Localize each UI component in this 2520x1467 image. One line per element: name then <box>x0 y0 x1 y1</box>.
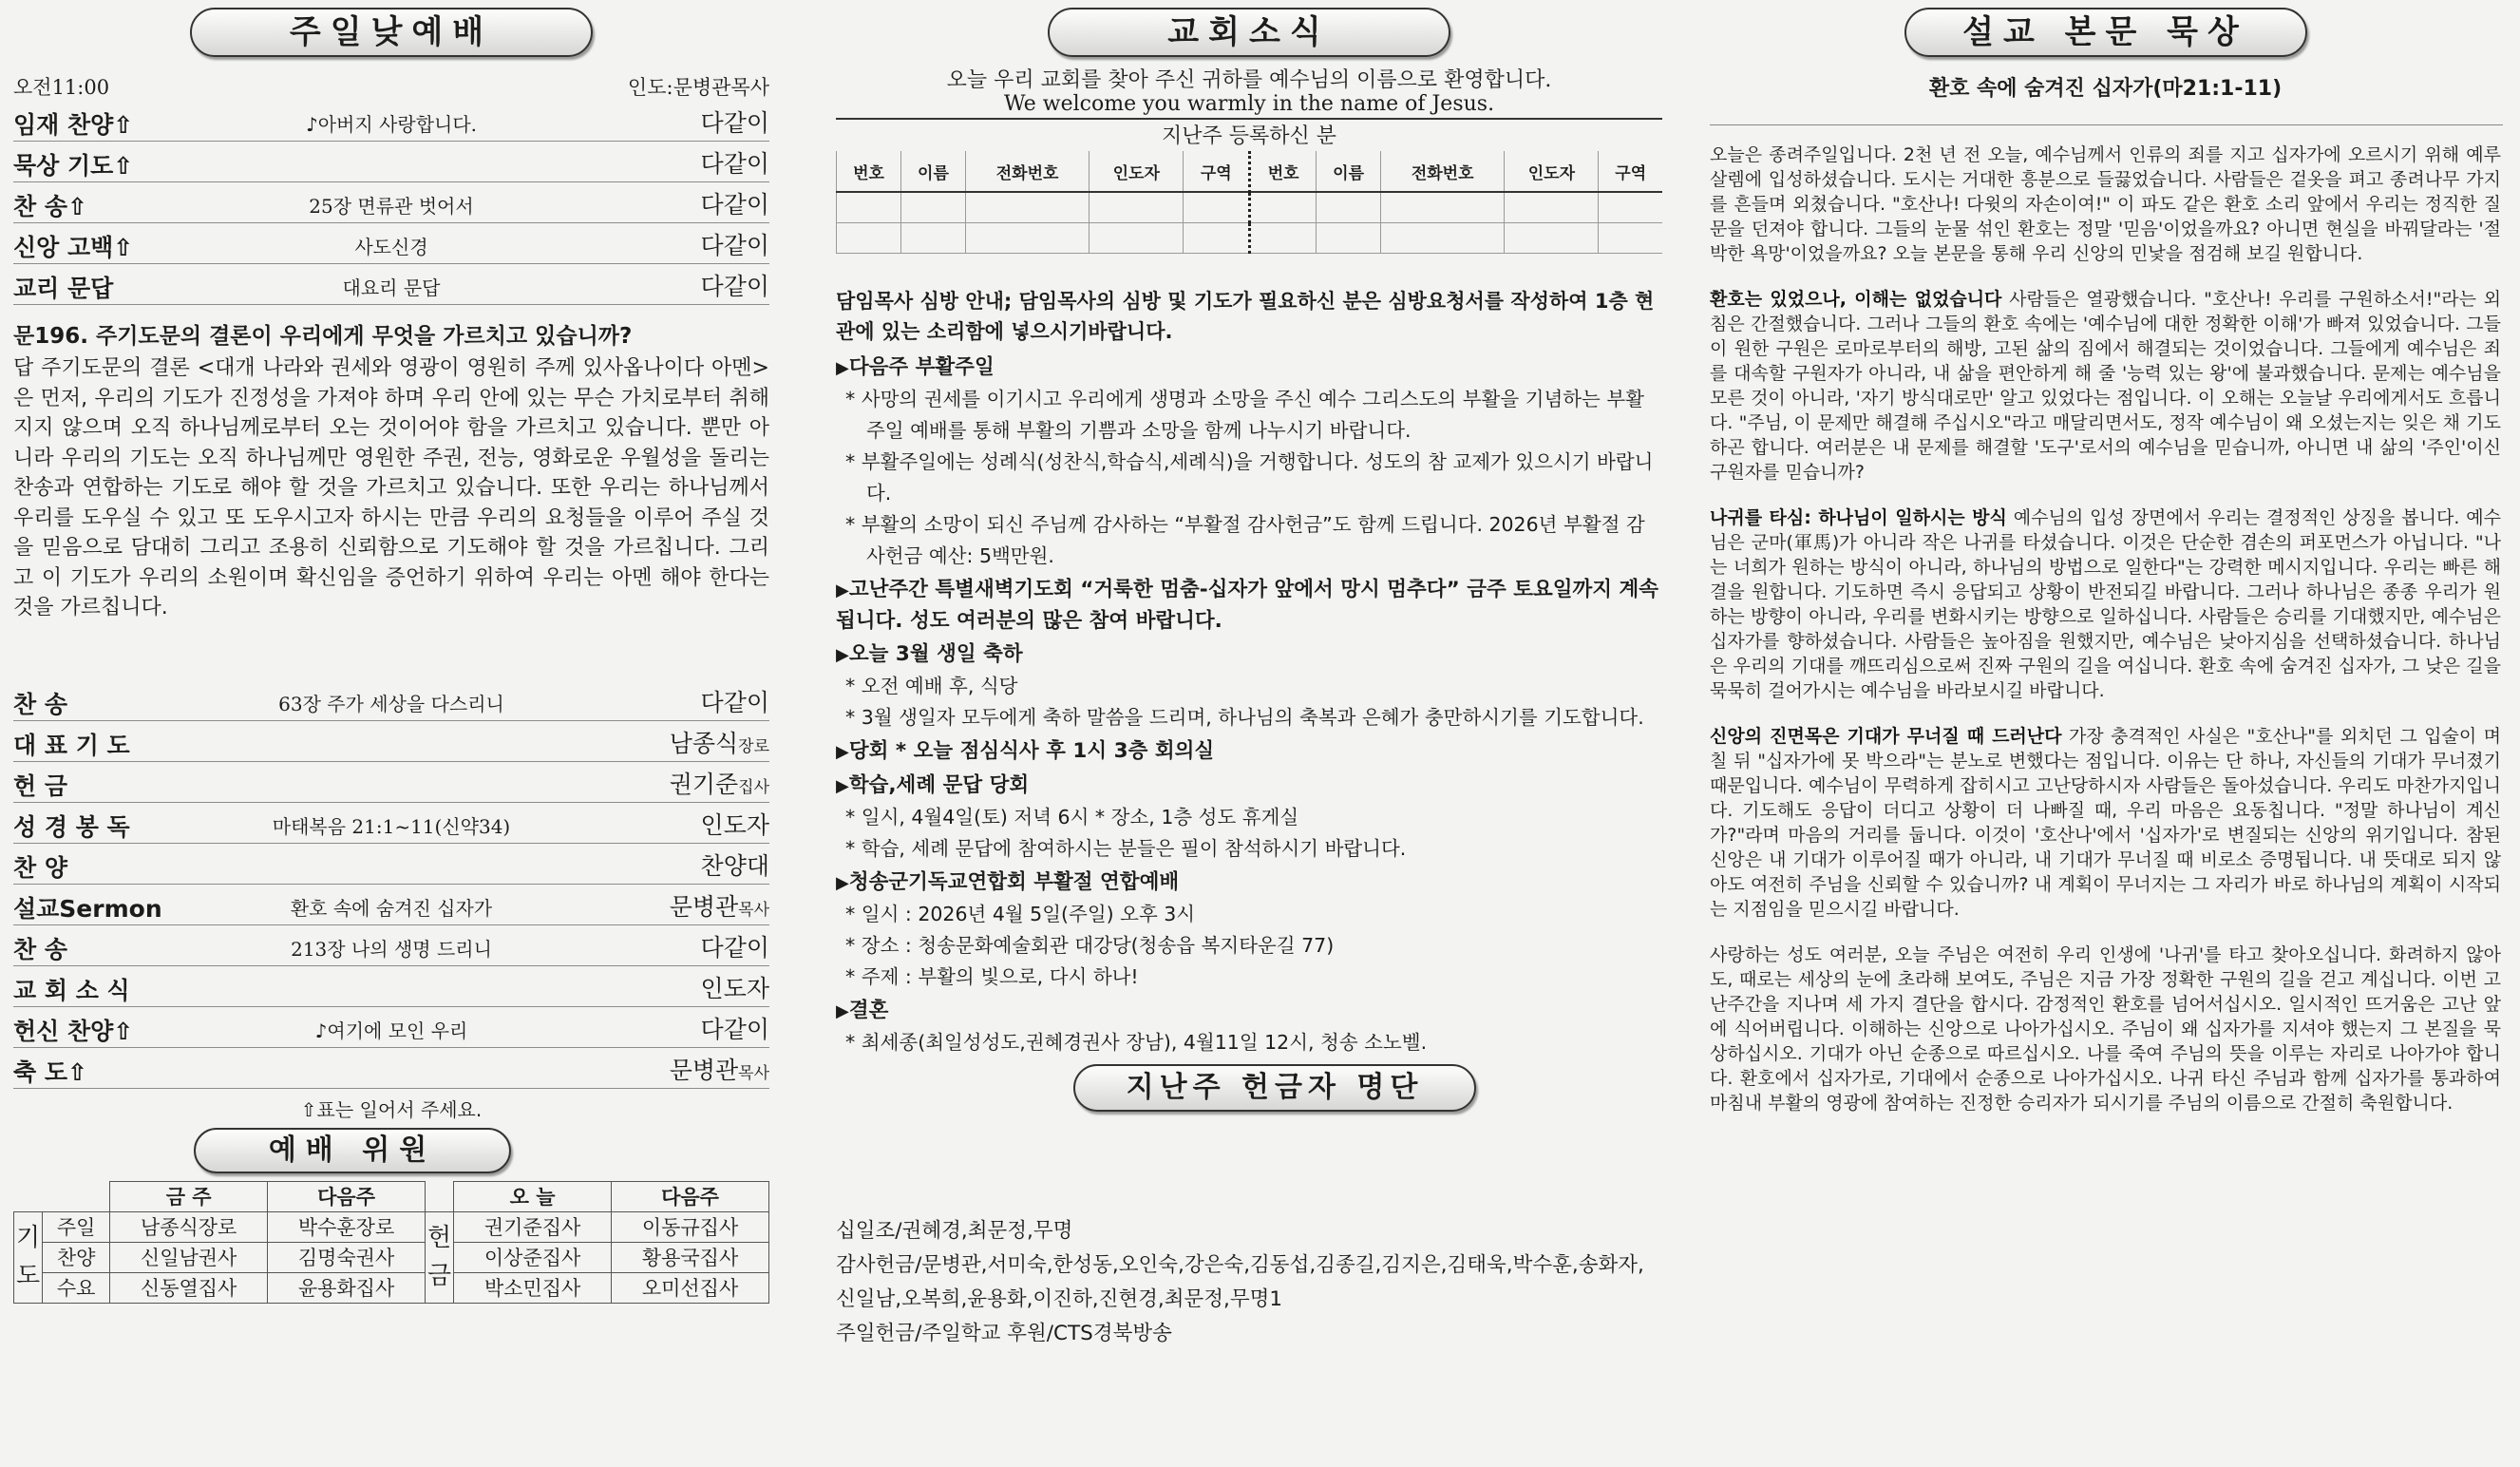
meditation-paragraph: 사랑하는 성도 여러분, 오늘 주님은 여전히 우리 인생에 '나귀'를 타고 찾아오십니다. 화려하지 않아도, 때로는 세상의 눈에 초라해 보여도, 주님은 지금 가장 정확한 구원의 길을 걷고 계십니다. 이번 고난주간을 지나며 세 가지 결단을 합시다. 감정적인 환호를 넘어서십시오. 일시적인 뜨거움은 고난 앞에 식어버립니다. 이해하는 신앙으로 나아가십시오. 주님이 왜 십자가를 지셔야 했는지 그 본질을 묵상하십시오. 기대가 아닌 순종으로 따르십시오. 나를 죽여 주님의 뜻을 이루는 자리로 나아가야 합니다. 환호에서 십자가로, 기대에서 순종으로 나아가십시오. 나귀 타신 주님과 함께 십자가를 통과하여 마침내 부활의 영광에 참여하는 진정한 승리자가 되시기를 주님의 이름으로 간절히 축원합니다. <box>1710 944 2501 1114</box>
registration-title: 지난주 등록하신 분 <box>836 118 1662 149</box>
order-detail: 사도신경 <box>354 236 428 258</box>
order-label: 헌신 찬양⇧ <box>13 1017 134 1045</box>
duty-header: 금 주 <box>110 1181 268 1211</box>
meditation-title: 설교 본문 묵상 <box>1904 8 2307 57</box>
order-person: 다같이 <box>700 150 769 178</box>
duty-cell: 황용국집사 <box>612 1242 769 1272</box>
catechism-answer: 답 주기도문의 결론 <대개 나라와 권세와 영광이 영원히 주께 있사옵나이다 아멘>은 먼저, 우리의 기도가 진정성을 가져야 하며 우리 안에 있는 무슨 가치로부터 취해지지 않으며 오직 하나님께로부터 오는 것이어야 함을 가르치고 있습니다. 뿐만 아니라 우리의 기도는 오직 하나님께만 영원한 주권, 전능, 영화로운 우월성을 돌리는 찬송과 연합하는 기도로 해야 할 것을 가르치고 있습니다. 또한 우리는 하나님께서 우리를 도우실 수 있고 또 도우시고자 하시는 만큼 우리의 요청들을 이루어 주실 것을 믿음으로 담대히 그리고 조용히 신뢰함으로 기도해야 할 것을 가르칩니다. 그리고 이 기도가 우리의 소원이며 확신임을 증언하기 위하여 우리는 아멘 해야 한다는 것을 가르칩니다. <box>13 356 769 619</box>
reg-header: 번호 <box>837 151 901 192</box>
order-detail: 환호 속에 숨겨진 십자가 <box>290 896 493 920</box>
duty-header: 오 늘 <box>454 1181 612 1211</box>
order-label: 대 표 기 도 <box>13 731 130 759</box>
pastoral-visit-notice: 담임목사 심방 안내; 담임목사의 심방 및 기도가 필요하신 분은 심방요청서를 작성하여 1층 현관에 있는 소리함에 넣으시기바랍니다. <box>836 290 1655 343</box>
order-detail: 25장 면류관 벗어서 <box>309 195 474 218</box>
order-person: 문병관목사 <box>669 1056 769 1084</box>
reg-header: 구역 <box>1184 151 1250 192</box>
order-detail <box>156 798 627 802</box>
duty-table <box>13 1181 769 1304</box>
news-item-head: ▶ 오늘 3월 생일 축하 <box>836 639 1662 671</box>
worship-order-column <box>0 0 788 1467</box>
greeting-korean: 오늘 우리 교회를 찾아 주신 귀하를 예수님의 이름으로 환영합니다. <box>946 68 1552 92</box>
news-item-detail: * 부활주일에는 성례식(성찬식,학습식,세례식)을 거행합니다. 성도의 참 교제가 있으시기 바랍니다. <box>836 447 1662 509</box>
news-item-detail: * 최세종(최일성성도,권혜경권사 장남), 4월11일 12시, 청송 소노벨. <box>836 1027 1662 1058</box>
news-item-detail: * 장소 : 청송문화예술회관 대강당(청송읍 복지타운길 77) <box>836 930 1662 962</box>
reg-header: 이름 <box>1317 151 1381 192</box>
news-item-head: ▶ 고난주간 특별새벽기도회 “거룩한 멈춤-십자가 앞에서 망시 멈추다” 금주 토요일까지 계속됩니다. 성도 여러분의 많은 참여 바랍니다. <box>836 575 1662 637</box>
order-row <box>13 223 769 264</box>
duty-row <box>14 1242 769 1272</box>
order-label: 임재 찬양⇧ <box>13 111 134 139</box>
news-item-detail: * 오전 예배 후, 식당 <box>836 671 1662 702</box>
registration-table <box>836 151 1662 254</box>
giving-line: 주일헌금/주일학교 후원/CTS경북방송 <box>836 1322 1172 1345</box>
duty-cell: 이동규집사 <box>612 1211 769 1242</box>
registration-row <box>837 223 1663 254</box>
sermon-meditation-column <box>1691 0 2520 1467</box>
order-row <box>13 721 769 762</box>
order-label: 설교Sermon <box>13 894 162 923</box>
service-leader: 인도:문병관목사 <box>627 76 769 99</box>
order-row <box>13 803 769 844</box>
meditation-paragraph: 신앙의 진면목은 기대가 무너질 때 드러난다 가장 충격적인 사실은 "호산나"를 외치던 그 입술이 며칠 뒤 "십자가에 못 박으라"는 분노로 변했다는 점입니다. 이유는 단 하나, 자신들의 기대가 무너졌기 때문입니다. 예수님이 무력하게 잡히시고 고난당하시자 사람들은 돌아섰습니다. 우리도 마찬가지입니다. 기도해도 응답이 더디고 상황이 더 나빠질 때, 우리 마음은 요동칩니다. "정말 하나님이 계신가?"라며 마음의 거리를 둡니다. 이것이 '호산나'에서 '십자가'로 변질되는 신앙의 위기입니다. 참된 신앙은 내 기대가 이루어질 때가 아니라, 내 기대가 무너질 때 비로소 증명됩니다. 내 뜻대로 되지 않아도 여전히 주님을 신뢰할 수 있습니까? 내 계획이 무너지는 그 자리가 바로 하나님의 계획이 시작되는 지점임을 믿으시길 바랍니다. <box>1710 726 2501 920</box>
order-detail: ♪여기에 모인 우리 <box>314 1019 468 1042</box>
order-row <box>13 844 769 885</box>
reg-header: 전화번호 <box>1381 151 1505 192</box>
duty-cell: 박수훈장로 <box>268 1211 426 1242</box>
giving-title: 지난주 헌금자 명단 <box>1073 1064 1476 1112</box>
news-item-detail: * 일시, 4월4일(토) 저녁 6시 * 장소, 1층 성도 휴게실 <box>836 802 1662 833</box>
reg-header: 전화번호 <box>965 151 1089 192</box>
order-person: 찬양대 <box>700 851 769 880</box>
order-person: 다같이 <box>700 191 769 219</box>
order-label: 찬 송⇧ <box>13 193 87 220</box>
news-item-head: ▶ 청송군기독교연합회 부활절 연합예배 <box>836 867 1662 899</box>
order-person: 문병관목사 <box>669 892 769 921</box>
order-person: 권기준집사 <box>669 770 769 798</box>
duty-header-row <box>14 1181 769 1211</box>
order-top-list <box>13 101 769 305</box>
reg-header: 인도자 <box>1089 151 1184 192</box>
reg-header: 구역 <box>1599 151 1662 192</box>
news-item-head: ▶ 학습,세례 문답 당회 <box>836 771 1662 802</box>
order-person: 인도자 <box>700 974 769 1002</box>
news-item-head: ▶ 당회 * 오늘 점심식사 후 1시 3층 회의실 <box>836 736 1662 768</box>
order-label: 교리 문답 <box>13 275 114 302</box>
duty-cell: 신동열집사 <box>110 1272 268 1303</box>
paragraph-heading: 신앙의 진면목은 기대가 무너질 때 드러난다 <box>1710 726 2062 747</box>
order-row <box>13 1048 769 1089</box>
order-bottom-list <box>13 680 769 1089</box>
duty-title: 예배 위원 <box>194 1128 511 1173</box>
order-row <box>13 966 769 1007</box>
duty-row <box>14 1211 769 1242</box>
order-label: 교 회 소 식 <box>13 976 130 1004</box>
stand-note: ⇧표는 일어서 주세요. <box>300 1097 483 1121</box>
news-item-head: ▶ 다음주 부활주일 <box>836 352 1662 384</box>
order-detail <box>156 880 627 884</box>
order-person: 인도자 <box>700 810 769 839</box>
order-person: 남종식장로 <box>669 729 769 757</box>
news-item-detail: * 주제 : 부활의 빛으로, 다시 하나! <box>836 962 1662 993</box>
greeting <box>836 68 1662 116</box>
service-meta <box>13 72 769 101</box>
divider <box>1710 124 2503 125</box>
duty-header: 다음주 <box>268 1181 426 1211</box>
giving-list <box>836 1214 1662 1351</box>
order-label: 묵상 기도⇧ <box>13 152 134 180</box>
order-detail <box>156 1084 627 1088</box>
news-title: 교회소식 <box>1048 8 1450 57</box>
order-detail: 마태복음 21:1~11(신약34) <box>272 814 511 838</box>
duty-day: 수요 <box>43 1272 110 1303</box>
order-person: 다같이 <box>700 232 769 259</box>
order-detail <box>156 757 627 761</box>
reg-header: 인도자 <box>1505 151 1599 192</box>
duty-cell: 이상준집사 <box>454 1242 612 1272</box>
order-person: 다같이 <box>700 109 769 137</box>
meditation-paragraph: 나귀를 타심: 하나님이 일하시는 방식 예수님의 입성 장면에서 우리는 결정적인 상징을 봅니다. 예수님은 군마(軍馬)가 아니라 작은 나귀를 타셨습니다. 이것은 단순한 겸손의 퍼포먼스가 아닙니다. "나는 너희가 원하는 방식이 아니라, 하나님의 방법으로 일한다"는 강력한 메시지입니다. 우리는 빠른 해결을 원합니다. 기도하면 즉시 응답되고 상황이 반전되길 바랍니다. 그러나 하나님은 종종 우리가 원하는 방향이 아니라, 우리를 변화시키는 방향으로 일하십니다. 사람들은 승리를 기대했지만, 예수님은 십자가를 향하셨습니다. 사람들은 높아짐을 원했지만, 예수님은 낮아지심을 선택하셨습니다. 하나님은 우리의 기대를 깨뜨리심으로써 진짜 구원의 길을 여십니다. 환호 속에 숨겨진 십자가, 그 낮은 길을 묵묵히 걸어가시는 예수님을 바라보시길 바랍니다. <box>1710 507 2501 701</box>
duty-day: 주일 <box>43 1211 110 1242</box>
reg-header: 번호 <box>1250 151 1317 192</box>
order-person: 다같이 <box>700 933 769 962</box>
duty-cell: 김명숙권사 <box>268 1242 426 1272</box>
order-row <box>13 264 769 305</box>
order-person: 다같이 <box>700 273 769 300</box>
church-news-column <box>807 0 1681 1467</box>
duty-side-label: 기도 <box>14 1211 43 1303</box>
paragraph-heading: 나귀를 타심: 하나님이 일하시는 방식 <box>1710 507 2007 528</box>
order-label: 성 경 봉 독 <box>13 812 130 841</box>
order-row <box>13 925 769 966</box>
paragraph-heading: 환호는 있었으나, 이해는 없었습니다 <box>1710 289 2002 310</box>
registration-row <box>837 192 1663 223</box>
order-row <box>13 182 769 223</box>
duty-day: 찬양 <box>43 1242 110 1272</box>
duty-header: 다음주 <box>612 1181 769 1211</box>
order-row <box>13 680 769 721</box>
order-detail: 63장 주가 세상을 다스리니 <box>278 692 504 715</box>
duty-cell: 남종식장로 <box>110 1211 268 1242</box>
meditation-paragraph: 환호는 있었으나, 이해는 없었습니다 사람들은 열광했습니다. "호산나! 우리를 구원하소서!"라는 외침은 간절했습니다. 그러나 그들의 환호 속에는 '예수님에 대한 정확한 이해'가 빠져 있었습니다. 그들이 원한 구원은 로마로부터의 해방, 고된 삶의 짐에서 해결되는 것이었습니다. 그들에게 예수님은 죄를 대속할 구원자가 아니라, 내 삶을 편안하게 해 줄 '능력 있는 왕'에 불과했습니다. 문제는 예수님을 모른 것이 아니라, '자기 방식대로만' 알고 있었다는 점입니다. 이 오해는 오늘날 우리에게서도 흐릅니다. "주님, 이 문제만 해결해 주십시오"라고 매달리면서도, 정작 예수님이 왜 오셨는지는 잊은 채 기도하곤 합니다. 여러분은 내 문제를 해결할 '도구'로서의 예수님을 믿습니까, 아니면 내 삶의 '주인'이신 구원자를 믿습니까? <box>1710 289 2501 483</box>
order-person: 다같이 <box>700 688 769 716</box>
order-label: 찬 양 <box>13 853 68 882</box>
order-detail <box>156 178 627 181</box>
order-detail: 213장 나의 생명 드리니 <box>291 937 492 961</box>
order-label: 헌 금 <box>13 772 68 800</box>
order-label: 찬 송 <box>13 690 68 718</box>
news-item-detail: * 일시 : 2026년 4월 5일(주일) 오후 3시 <box>836 899 1662 930</box>
order-label: 축 도⇧ <box>13 1057 87 1086</box>
order-detail: ♪아버지 사랑합니다. <box>305 113 478 136</box>
news-item-detail: * 부활의 소망이 되신 주님께 감사하는 “부활절 감사헌금”도 함께 드립니다. 2026년 부활절 감사헌금 예산: 5백만원. <box>836 509 1662 572</box>
duty-row <box>14 1272 769 1303</box>
greeting-english: We welcome you warmly in the name of Jesus. <box>1003 92 1495 116</box>
service-title: 주일낮예배 <box>190 8 593 57</box>
sermon-subtitle: 환호 속에 숨겨진 십자가(마21:1-11) <box>1928 77 2283 101</box>
order-detail <box>156 1002 627 1006</box>
reg-header: 이름 <box>900 151 965 192</box>
news-item-detail: * 사망의 권세를 이기시고 우리에게 생명과 소망을 주신 예수 그리스도의 부활을 기념하는 부활주일 예배를 통해 부활의 기쁨과 소망을 함께 나누시기 바랍니다. <box>836 384 1662 447</box>
order-row <box>13 101 769 142</box>
registration-header-row <box>837 151 1663 192</box>
order-person: 다같이 <box>700 1015 769 1043</box>
duty-cell: 박소민집사 <box>454 1272 612 1303</box>
news-items <box>836 352 1662 1058</box>
giving-line: 십일조/권혜경,최문정,무명 <box>836 1219 1073 1243</box>
duty-cell: 오미선집사 <box>612 1272 769 1303</box>
duty-cell: 신일남권사 <box>110 1242 268 1272</box>
news-item-head: ▶ 결혼 <box>836 996 1662 1027</box>
order-label: 찬 송 <box>13 935 68 963</box>
order-row <box>13 1007 769 1048</box>
duty-cell: 권기준집사 <box>454 1211 612 1242</box>
order-detail: 대요리 문답 <box>342 276 441 299</box>
order-row <box>13 142 769 182</box>
news-item-detail: * 3월 생일자 모두에게 축하 말씀을 드리며, 하나님의 축복과 은혜가 충만하시기를 기도합니다. <box>836 702 1662 734</box>
meditation-paragraph: 오늘은 종려주일입니다. 2천 년 전 오늘, 예수님께서 인류의 죄를 지고 십자가에 오르시기 위해 예루살렘에 입성하셨습니다. 도시는 거대한 흥분으로 들끓었습니다. 사람들은 겉옷을 펴고 종려나무 가지를 흔들며 외쳤습니다. "호산나! 다윗의 자손이여!" 이 파도 같은 환호 소리 앞에서 우리는 정직한 질문을 던져야 합니다. 그들의 눈물 섞인 환호는 정말 '믿음'이었을까요? 아니면 현실을 바꿔달라는 '절박한 욕망'이었을까요? 오늘 본문을 통해 우리 신앙의 민낯을 점검해 보길 원합니다. <box>1710 144 2501 264</box>
news-item-detail: * 학습, 세례 문답에 참여하시는 분들은 필이 참석하시기 바랍니다. <box>836 833 1662 865</box>
order-row <box>13 885 769 925</box>
duty-cell: 윤용화집사 <box>268 1272 426 1303</box>
service-time: 오전11:00 <box>13 76 110 99</box>
giving-line: 감사헌금/문병관,서미숙,한성동,오인숙,강은숙,김동섭,김종길,김지은,김태욱,박수훈,송화자,신일남,오복희,윤용화,이진하,진현경,최문정,무명1 <box>836 1253 1644 1311</box>
catechism-question: 문196. 주기도문의 결론이 우리에게 무엇을 가르치고 있습니까? <box>13 324 633 349</box>
order-label: 신앙 고백⇧ <box>13 234 134 261</box>
duty-side-label: 헌금 <box>426 1211 454 1303</box>
order-row <box>13 762 769 803</box>
